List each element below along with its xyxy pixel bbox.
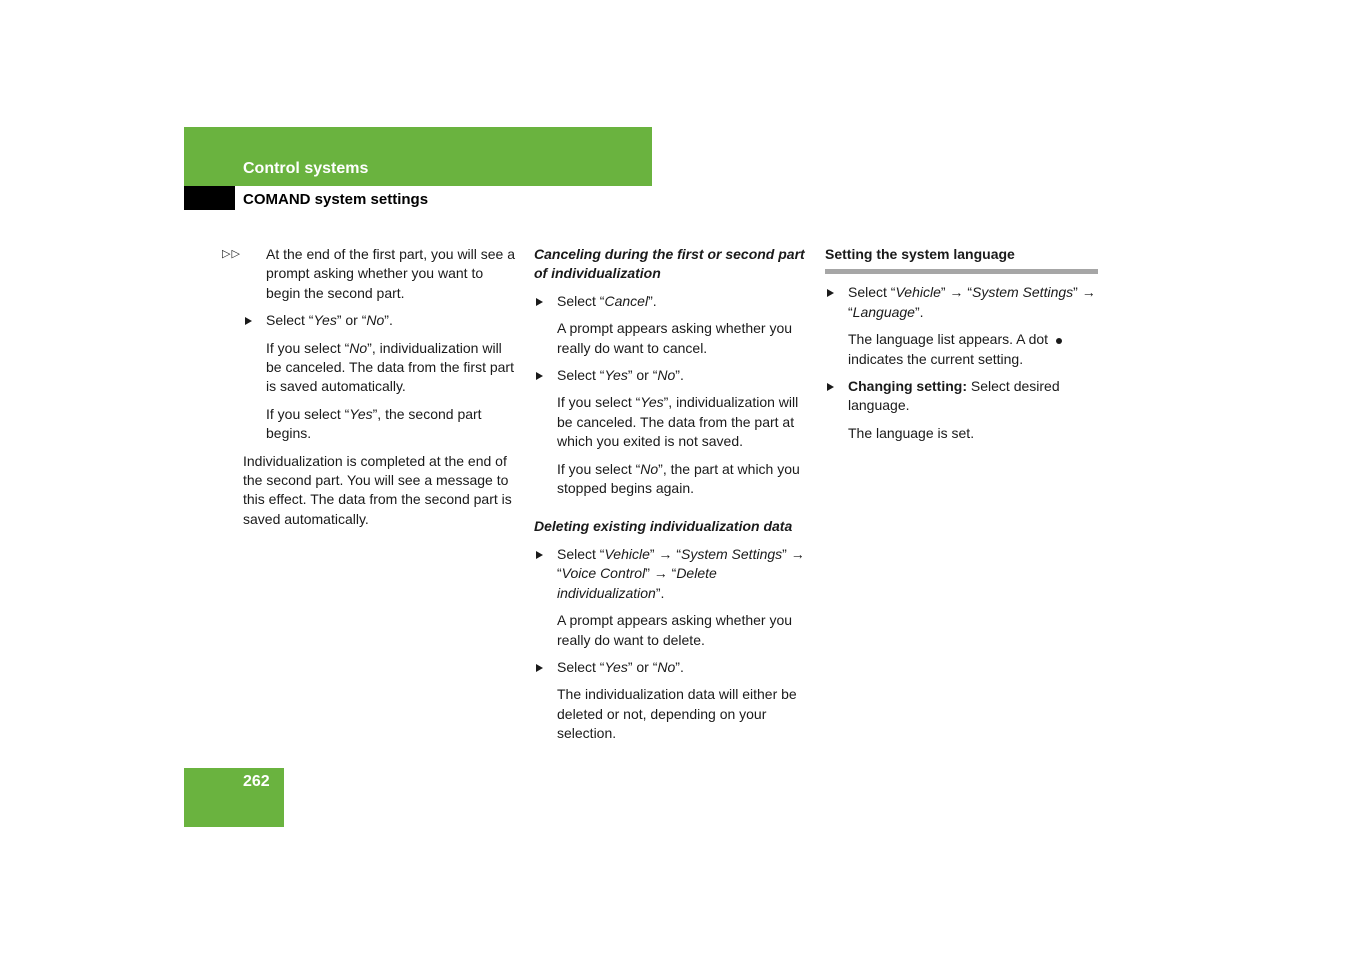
yes-result-paragraph: If you select “Yes”, individualization will be canceled. The data from the part at which you exited is not saved. xyxy=(557,394,799,450)
heading-canceling: Canceling during the first or second part of individualization xyxy=(534,246,805,282)
page-number: 262 xyxy=(243,773,270,790)
bullet-arrow-icon xyxy=(536,298,543,306)
column-1 xyxy=(243,245,518,529)
continued-marker: ▷▷ xyxy=(222,248,241,260)
bullet-arrow-icon xyxy=(536,551,543,559)
no-result-paragraph: If you select “No”, individualization will be canceled. The data from the first part is saved automatically. xyxy=(266,339,514,395)
step-select-yes-no: Select “Yes” or “No”. xyxy=(243,311,518,330)
step-language-path: Select “Vehicle” → “System Settings” → “Language”. xyxy=(825,283,1098,322)
final-paragraph: The individualization data will either be deleted or not, depending on your selection. xyxy=(557,686,797,742)
closing-paragraph: Individualization is completed at the end of the second part. You will see a message to this effect. The data from the second part is saved automatically. xyxy=(243,452,512,527)
heading-system-language: Setting the system language xyxy=(825,245,1098,274)
bullet-arrow-icon xyxy=(536,372,543,380)
no-result-paragraph: If you select “No”, the part at which you stopped begins again. xyxy=(557,460,800,497)
column-2 xyxy=(534,245,806,744)
heading-deleting: Deleting existing individualization data xyxy=(534,518,793,535)
bullet-arrow-icon xyxy=(536,664,543,672)
subsection-title: COMAND system settings xyxy=(243,191,429,208)
step-select-yes-no: Select “Yes” or “No”. xyxy=(534,366,806,385)
language-list-paragraph: The language list appears. A dotindicates the current setting. xyxy=(825,330,1098,369)
delete-result: A prompt appears asking whether you really do want to delete. xyxy=(557,612,793,648)
section-title: Control systems xyxy=(243,160,369,177)
bullet-arrow-icon xyxy=(827,289,834,297)
yes-result-paragraph: If you select “Yes”, the second part begins. xyxy=(266,405,482,442)
step-changing-setting: Changing setting: Select desired language. xyxy=(825,377,1098,416)
subsection-marker xyxy=(184,186,235,210)
step-select-yes-no-2: Select “Yes” or “No”. xyxy=(534,658,806,677)
language-set-paragraph: The language is set. xyxy=(848,424,975,441)
current-setting-dot-icon xyxy=(1056,338,1062,344)
step-delete-path: Select “Vehicle” → “System Settings” → “Voice Control” → “Delete individualization”. xyxy=(534,545,806,603)
bullet-arrow-icon xyxy=(245,317,252,325)
cancel-result: A prompt appears asking whether you really do want to cancel. xyxy=(557,320,793,356)
step-select-cancel: Select “Cancel”. xyxy=(534,292,806,311)
column-3 xyxy=(825,245,1098,443)
bullet-arrow-icon xyxy=(827,383,834,391)
intro-paragraph: At the end of the first part, you will see a prompt asking whether you want to begin the second part. xyxy=(266,246,516,301)
